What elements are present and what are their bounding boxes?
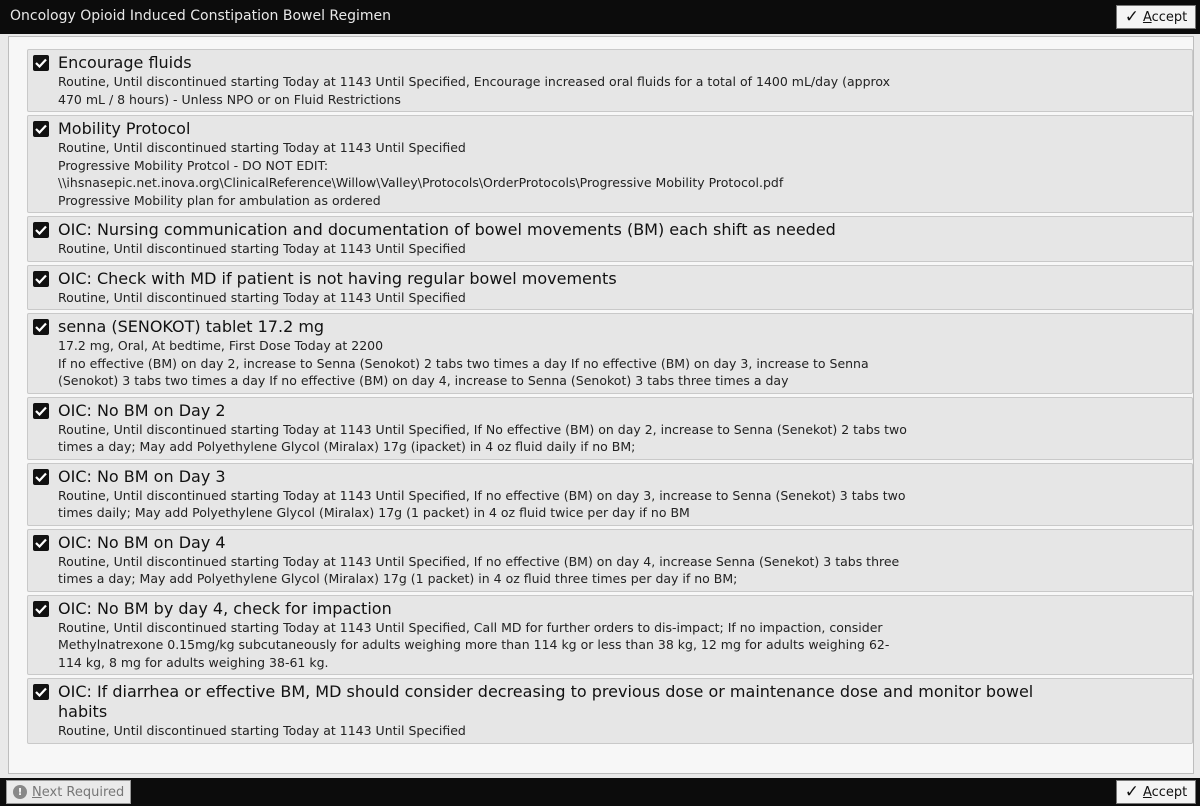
info-icon: !: [13, 785, 27, 799]
order-details: Routine, Until discontinued starting Today at 1143 Until Specified, If no effective (BM) on day 3, increase to Senna (Senekot) 3 tabs two times daily; May add Polyethylene Glycol (Miralax) 17g (1 packet) in 4 oz fluid twice per day if no BM: [58, 487, 906, 520]
next-required-label: Next Required: [32, 784, 125, 800]
order-item[interactable]: [27, 49, 1193, 112]
order-checkbox[interactable]: [33, 469, 49, 485]
order-item[interactable]: [27, 463, 1193, 526]
order-panel: [8, 36, 1194, 774]
order-details: Routine, Until discontinued starting Today at 1143 Until Specified Progressive Mobility Protcol - DO NOT EDIT: \\ihsnasepic.net.inova.org\ClinicalReference\Willow\Valley\Protocols\OrderProtocols\Progressive Mobility Protocol.pdf Progressive Mobility plan for ambulation as ordered: [58, 140, 784, 208]
order-checkbox[interactable]: [33, 684, 49, 700]
footer-bar: [0, 778, 1200, 806]
order-name: OIC: No BM on Day 3: [58, 466, 226, 486]
order-name: OIC: Nursing communication and documentation of bowel movements (BM) each shift as needed: [58, 220, 836, 239]
order-name: OIC: No BM on Day 2: [58, 400, 226, 420]
order-name: OIC: Check with MD if patient is not having regular bowel movements: [58, 268, 617, 288]
checkmark-icon: [35, 472, 47, 482]
next-required-button[interactable]: [6, 780, 131, 804]
order-checkbox[interactable]: [33, 403, 49, 419]
order-item[interactable]: [27, 115, 1193, 213]
checkmark-icon: [35, 406, 47, 416]
order-checkbox[interactable]: [33, 271, 49, 287]
order-name: OIC: No BM by day 4, check for impaction: [58, 598, 392, 618]
accept-label: Accept: [1142, 9, 1188, 25]
order-details: Routine, Until discontinued starting Today at 1143 Until Specified: [58, 289, 466, 305]
checkmark-icon: [35, 604, 47, 614]
accept-label: Accept: [1142, 784, 1188, 800]
order-item[interactable]: [27, 216, 1193, 262]
order-item[interactable]: [27, 397, 1193, 460]
order-details: Routine, Until discontinued starting Today at 1143 Until Specified: [58, 723, 466, 738]
checkmark-icon: [35, 538, 47, 548]
check-icon: ✓: [1124, 781, 1139, 802]
order-checkbox[interactable]: [33, 55, 49, 71]
order-checkbox[interactable]: [33, 319, 49, 335]
checkmark-icon: [35, 58, 47, 68]
order-name: Encourage fluids: [58, 53, 192, 72]
order-item[interactable]: [27, 313, 1193, 394]
checkmark-icon: [35, 274, 47, 284]
order-checkbox[interactable]: [33, 535, 49, 551]
order-name: Mobility Protocol: [58, 119, 191, 138]
window-title: Oncology Opioid Induced Constipation Bowel Regimen: [10, 8, 392, 24]
order-checkbox[interactable]: [33, 601, 49, 617]
order-details: Routine, Until discontinued starting Today at 1143 Until Specified, Encourage increased oral fluids for a total of 1400 mL/day (approx 470 mL / 8 hours) - Unless NPO or on Fluid Restrictions: [58, 74, 891, 107]
order-details: Routine, Until discontinued starting Today at 1143 Until Specified: [58, 241, 466, 256]
check-icon: ✓: [1124, 6, 1139, 27]
checkmark-icon: [35, 124, 47, 134]
order-details: 17.2 mg, Oral, At bedtime, First Dose Today at 2200 If no effective (BM) on day 2, increase to Senna (Senokot) 2 tabs two times a day If no effective (BM) on day 3, increase to Senna (Senokot) 3 tabs two times a day If no effective (BM) on day 4, increase to Senna (Senokot) 3 tabs three times a day: [58, 338, 869, 388]
order-name: OIC: If diarrhea or effective BM, MD should consider decreasing to previous dose or maintenance dose and monitor bowel habits: [58, 682, 1034, 721]
order-item[interactable]: [27, 595, 1193, 676]
order-checkbox[interactable]: [33, 222, 49, 238]
order-details: Routine, Until discontinued starting Today at 1143 Until Specified, If No effective (BM) on day 2, increase to Senna (Senekot) 2 tabs two times a day; May add Polyethylene Glycol (Miralax) 17g (ipacket) in 4 oz fluid daily if no BM;: [58, 421, 907, 454]
order-details: Routine, Until discontinued starting Today at 1143 Until Specified, If no effective (BM) on day 4, increase Senna (Senekot) 3 tabs three times a day; May add Polyethylene Glycol (Miralax) 17g (1 packet) in 4 oz fluid three times per day if no BM;: [58, 553, 900, 586]
checkmark-icon: [35, 687, 47, 697]
order-name: OIC: No BM on Day 4: [58, 532, 226, 552]
order-item[interactable]: [27, 265, 1193, 311]
checkmark-icon: [35, 322, 47, 332]
order-item[interactable]: [27, 529, 1193, 592]
accept-button-bottom[interactable]: [1116, 780, 1196, 804]
order-name: senna (SENOKOT) tablet 17.2 mg: [58, 317, 325, 336]
order-checkbox[interactable]: [33, 121, 49, 137]
checkmark-icon: [35, 225, 47, 235]
accept-button-top[interactable]: [1116, 5, 1196, 29]
order-list: [27, 49, 1193, 747]
title-bar: [0, 0, 1200, 34]
order-details: Routine, Until discontinued starting Today at 1143 Until Specified, Call MD for further orders to dis-impact; If no impaction, consider Methylnatrexone 0.15mg/kg subcutaneously for adults weighing more than 114 kg or less than 38 kg, 12 mg for adults weighing 62- 114 kg, 8 mg for adults weighing 38-61 kg.: [58, 619, 890, 670]
order-item[interactable]: [27, 678, 1193, 744]
